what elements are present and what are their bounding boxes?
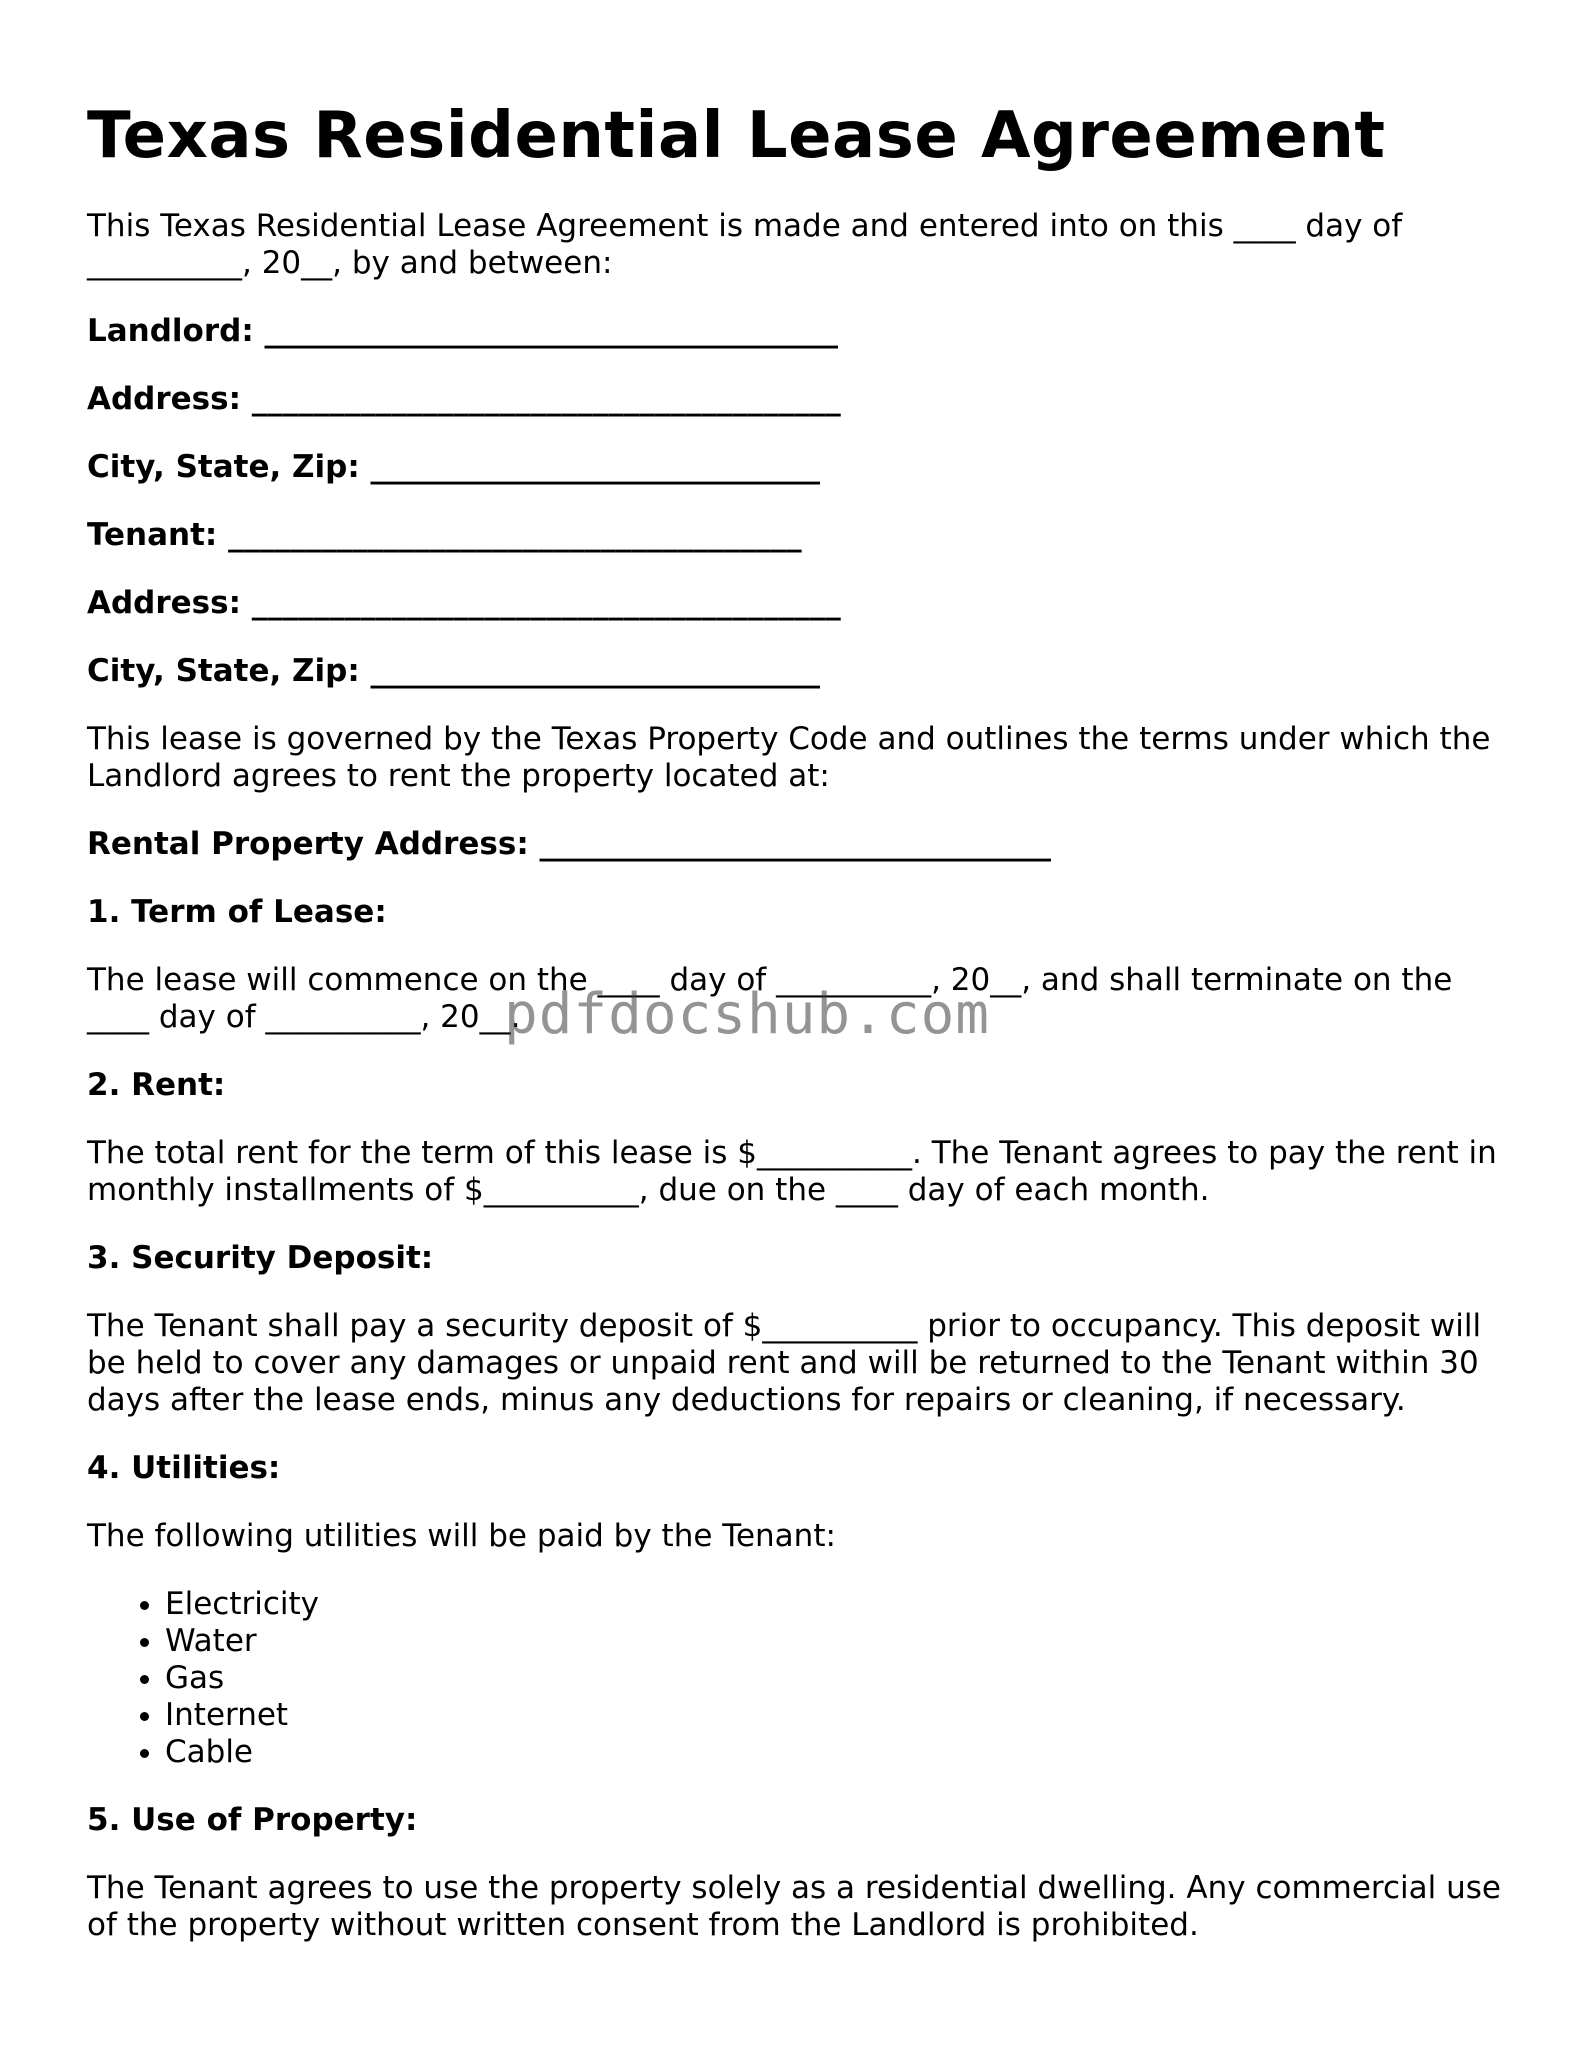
utilities-heading: 4. Utilities:	[87, 1449, 281, 1486]
intro-paragraph: This Texas Residential Lease Agreement is made and entered into on this ____ day of __________, 20__, by and between:	[87, 207, 1403, 281]
landlord-city-state-zip-field	[87, 449, 1507, 486]
field-label: City, State, Zip:	[87, 448, 360, 485]
field-label: Tenant:	[87, 516, 218, 553]
tenant-field	[87, 517, 1507, 554]
security-deposit-heading: 3. Security Deposit:	[87, 1239, 434, 1276]
document-title: Texas Residential Lease Agreement	[87, 99, 1386, 173]
field-label: Address:	[87, 380, 241, 417]
field-label: City, State, Zip:	[87, 652, 360, 689]
field-label: Rental Property Address:	[87, 825, 529, 862]
lease-document	[87, 100, 1507, 1975]
field-label: Landlord:	[87, 312, 254, 349]
governing-paragraph: This lease is governed by the Texas Property Code and outlines the terms under which the Landlord agrees to rent the property located at:	[87, 720, 1491, 794]
list-item: • Internet	[165, 1697, 1507, 1734]
rental-property-address-field	[87, 826, 1507, 863]
list-item: • Water	[165, 1623, 1507, 1660]
use-of-property-heading: 5. Use of Property:	[87, 1801, 418, 1838]
rent-heading: 2. Rent:	[87, 1066, 226, 1103]
tenant-address-field	[87, 585, 1507, 622]
blank-line: ______________________________________	[251, 584, 841, 621]
watermark: pdfdocshub.com	[504, 982, 991, 1047]
list-item: • Gas	[165, 1660, 1507, 1697]
security-deposit-paragraph: The Tenant shall pay a security deposit of $__________ prior to occupancy. This deposit will be held to cover any damages or unpaid rent and will be returned to the Tenant within 30 days after the lease ends, minus any deductions for repairs or cleaning, if necessary.	[87, 1307, 1482, 1418]
blank-line: _____________________________	[370, 652, 821, 689]
utilities-list	[87, 1586, 1507, 1771]
use-of-property-paragraph: The Tenant agrees to use the property solely as a residential dwelling. Any commercial use of the property without written consent from the Landlord is prohibited.	[87, 1869, 1501, 1943]
blank-line: _____________________________________	[228, 516, 802, 553]
term-heading: 1. Term of Lease:	[87, 893, 387, 930]
list-item: • Cable	[165, 1734, 1507, 1771]
blank-line: ______________________________________	[251, 380, 841, 417]
tenant-city-state-zip-field	[87, 653, 1507, 690]
rent-paragraph: The total rent for the term of this lease is $__________. The Tenant agrees to pay the rent in monthly installments of $__________, due on the ____ day of each month.	[87, 1134, 1497, 1208]
field-label: Address:	[87, 584, 241, 621]
blank-line: _____________________________	[370, 448, 821, 485]
list-item: • Electricity	[165, 1586, 1507, 1623]
utilities-paragraph: The following utilities will be paid by the Tenant:	[87, 1517, 836, 1554]
blank-line: _____________________________________	[264, 312, 839, 349]
term-paragraph: The lease will commence on the ____ day of __________, 20__, and shall terminate on the ____ day of __________, 20__.	[87, 961, 1453, 1035]
blank-line: _________________________________	[539, 825, 1052, 862]
landlord-field	[87, 313, 1507, 350]
landlord-address-field	[87, 381, 1507, 418]
